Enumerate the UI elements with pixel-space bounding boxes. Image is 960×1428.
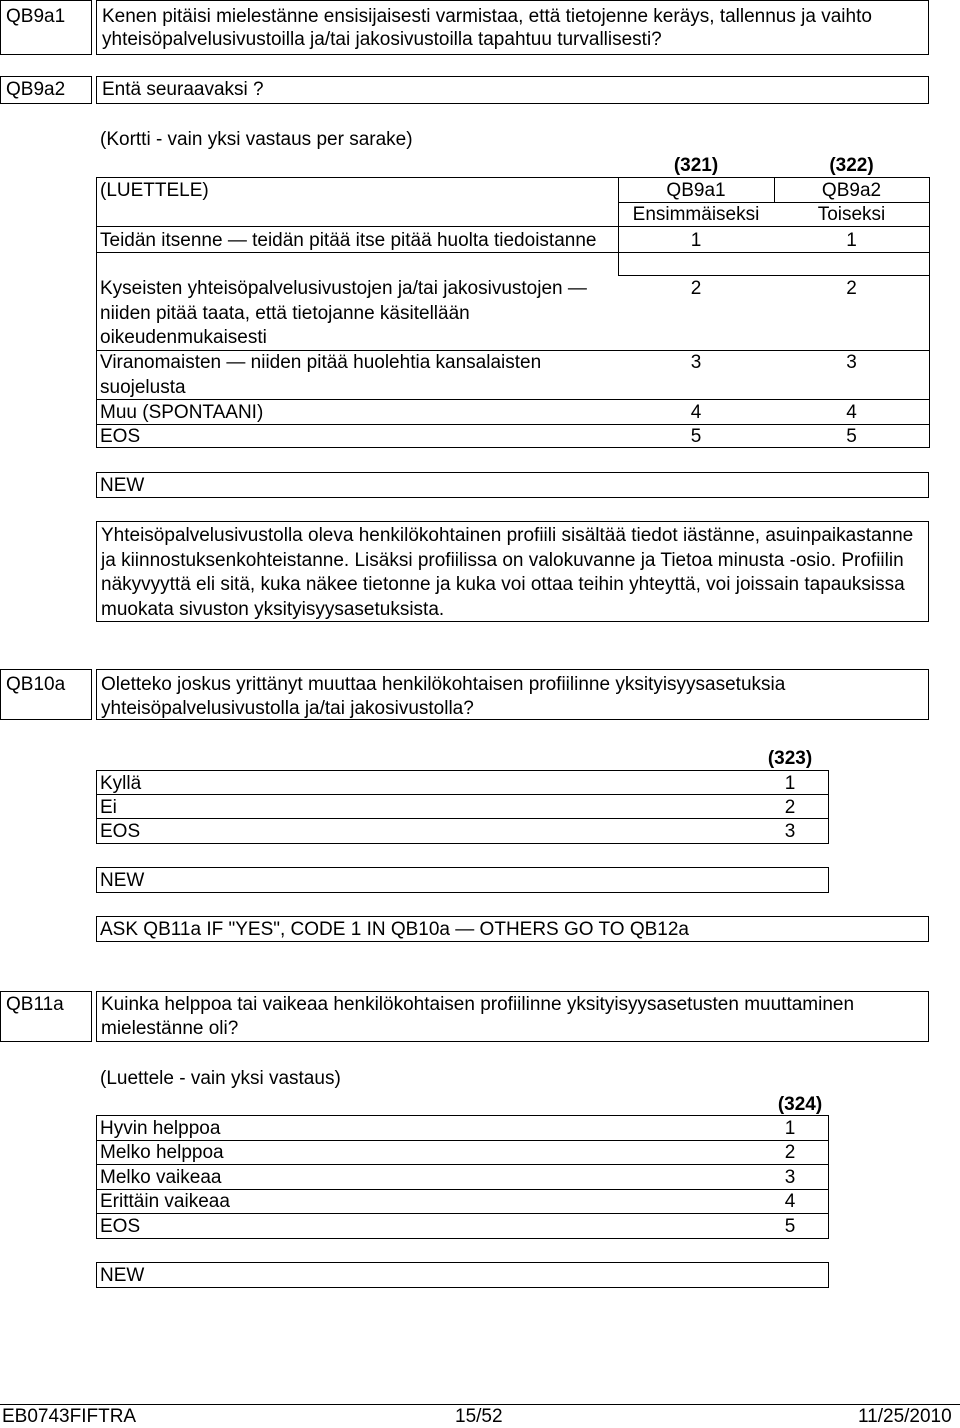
qb10a-code: QB10a <box>6 674 66 695</box>
qb10a-number: (323) <box>767 748 813 769</box>
table1-header-bottom-rule <box>96 226 930 227</box>
qb11a-rule <box>96 1164 829 1165</box>
ask-instruction: ASK QB11a IF "YES", CODE 1 IN QB10a — OTHERS GO TO QB12a <box>100 919 689 940</box>
qb11a-left-border <box>96 1115 97 1239</box>
table-row-label: Viranomaisten — niiden pitää huolehtia kansalaisten suojelusta <box>100 352 542 398</box>
list-item: Ei <box>100 797 117 818</box>
list-item-value: 3 <box>784 1167 796 1188</box>
qb9a1-code: QB9a1 <box>6 6 66 27</box>
table-row-label: Teidän itsenne — teidän pitää itse pitää huolta tiedoistanne <box>100 230 597 251</box>
col2-number: (322) <box>829 155 874 176</box>
new-label: NEW <box>100 475 145 496</box>
list-item: EOS <box>100 821 141 842</box>
table-row-value: 2 <box>846 278 857 299</box>
list-item-value: 1 <box>784 773 796 794</box>
col1-code: QB9a1 <box>666 180 726 201</box>
new-box <box>96 1262 829 1288</box>
list-item: EOS <box>100 1216 141 1237</box>
list-item: Melko helppoa <box>100 1142 224 1163</box>
qb10a-rule <box>96 818 829 819</box>
col2-label: Toiseksi <box>817 204 886 225</box>
qb9a1-question: Kenen pitäisi mielestänne ensisijaisesti varmistaa, että tietojenne keräys, tallennus ja vaihto yhteisöpalvelusivustoilla ja/tai jakosivustoilla tapahtuu turvallisesti? <box>102 6 872 50</box>
qb11a-rule <box>96 1213 829 1214</box>
table-row-value: 1 <box>846 230 857 251</box>
list-item-value: 1 <box>784 1118 796 1139</box>
row1-rule <box>96 252 930 253</box>
qb11a-code: QB11a <box>6 994 64 1015</box>
card-note: (Kortti - vain yksi vastaus per sarake) <box>100 129 413 150</box>
col1-label: Ensimmäiseksi <box>632 204 760 225</box>
qb9a2-question: Entä seuraavaksi ? <box>102 79 264 100</box>
qb11a-note: (Luettele - vain yksi vastaus) <box>100 1068 341 1089</box>
table1-right-border <box>929 177 930 448</box>
table-row-value: 2 <box>690 278 702 299</box>
qb10a-question: Oletteko joskus yrittänyt muuttaa henkilökohtaisen profiilinne yksityisyysasetuksia yhteisöpalvelusivustolla ja/tai jakosivustolla? <box>101 674 786 719</box>
list-item-value: 2 <box>784 1142 796 1163</box>
list-item-value: 5 <box>784 1216 796 1237</box>
new-label: NEW <box>100 870 145 891</box>
new-box <box>96 867 829 893</box>
table-row-value: 5 <box>690 426 702 447</box>
qb10a-bottom-rule <box>96 843 829 844</box>
table-row-label: Muu (SPONTAANI) <box>100 402 264 423</box>
col2-code: QB9a2 <box>821 180 882 201</box>
list-item: Erittäin vaikeaa <box>100 1191 230 1212</box>
list-item-value: 3 <box>784 821 796 842</box>
footer-page-number: 15/52 <box>455 1406 503 1427</box>
list-item: Kyllä <box>100 773 142 794</box>
new-label: NEW <box>100 1265 145 1286</box>
table1-col-divider <box>774 177 775 202</box>
table-row-value: 5 <box>846 426 857 447</box>
table1-top-rule <box>96 177 930 178</box>
footer-doc-code: EB0743FIFTRA <box>2 1406 137 1427</box>
luettele-label: (LUETTELE) <box>100 180 209 201</box>
footer-date: 11/25/2010 <box>858 1406 952 1427</box>
col1-number: (321) <box>673 155 719 176</box>
qb11a-right-border <box>828 1115 829 1239</box>
info-text: Yhteisöpalvelusivustolla oleva henkilökohtainen profiili sisältää tiedot iästänne, asuinpaikastanne ja kiinnostuksenkohteistanne. Lisäksi profiilissa on valokuvanne ja Tietoa minusta -osio. Profiilin näkyvyyttä eli sitä, kuka näkee tietonne ja kuka voi ottaa teihin yhteyttä, voi joissain tapauksissa muokata sivuston yksityisyysasetuksista. <box>101 525 914 620</box>
qb10a-left-border <box>96 770 97 844</box>
qb11a-top-rule <box>96 1115 829 1116</box>
list-item: Hyvin helppoa <box>100 1118 221 1139</box>
qb11a-bottom-rule <box>96 1238 829 1239</box>
table-row-value: 4 <box>690 402 702 423</box>
qb10a-top-rule <box>96 770 829 771</box>
qb11a-question: Kuinka helppoa tai vaikeaa henkilökohtaisen profiilinne yksityisyysasetusten muuttaminen mielestänne oli? <box>101 994 855 1039</box>
new-box <box>96 472 929 498</box>
table-row-value: 3 <box>690 352 702 373</box>
table1-divider <box>618 177 619 276</box>
table-row-value: 4 <box>846 402 857 423</box>
table-row-label: EOS <box>100 426 141 447</box>
qb10a-right-border <box>828 770 829 844</box>
qb10a-rule <box>96 794 829 795</box>
table-row-value: 3 <box>846 352 857 373</box>
list-item-value: 2 <box>784 797 796 818</box>
qb9a2-code: QB9a2 <box>6 79 66 100</box>
table-row-label: Kyseisten yhteisöpalvelusivustojen ja/tai jakosivustojen — niiden pitää taata, että tietojanne käsitellään oikeudenmukaisesti <box>100 278 587 348</box>
table1-left-border <box>96 177 97 448</box>
row1-sep-rule <box>618 275 930 276</box>
list-item-value: 4 <box>784 1191 796 1212</box>
qb11a-number: (324) <box>777 1094 823 1115</box>
table-row-value: 1 <box>690 230 702 251</box>
list-item: Melko vaikeaa <box>100 1167 222 1188</box>
